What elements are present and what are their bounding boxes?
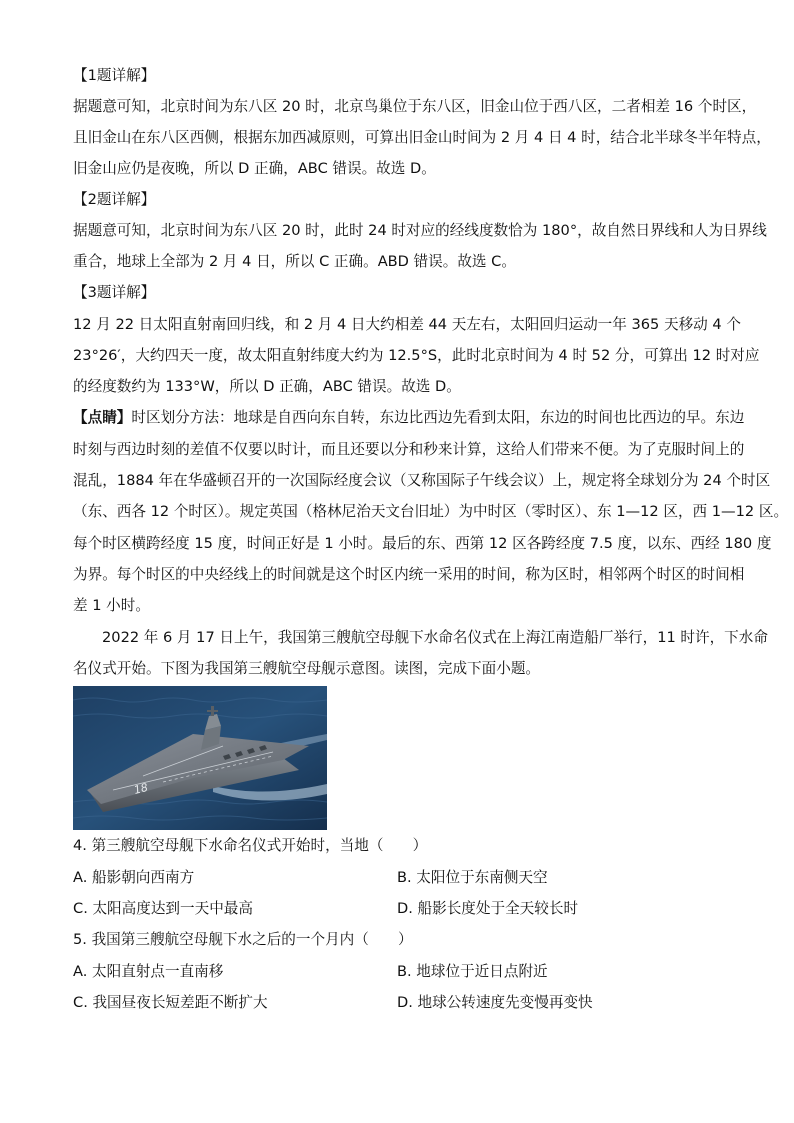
q4-option-b[interactable]: B. 太阳位于东南侧天空 bbox=[397, 869, 548, 886]
tip-line-3: 混乱，1884 年在华盛顿召开的一次国际经度会议（又称国际子午线会议）上，规定将全球划分为 24 个时区 bbox=[73, 472, 771, 489]
q2-line-1: 据题意可知，北京时间为东八区 20 时，此时 24 时对应的经线度数恰为 180°，故自然日界线和人为日界线 bbox=[73, 222, 767, 239]
intro-line-2: 名仪式开始。下图为我国第三艘航空母舰示意图。读图，完成下面小题。 bbox=[73, 660, 541, 677]
q3-line-2: 23°26′，大约四天一度，故太阳直射纬度大约为 12.5°S，此时北京时间为 4 时 52 分，可算出 12 时对应 bbox=[73, 347, 760, 364]
aircraft-carrier-photo bbox=[73, 686, 327, 830]
tip-text-1: 时区划分方法：地球是自西向东自转，东边比西边先看到太阳，东边的时间也比西边的早。东边 bbox=[131, 409, 745, 426]
q1-line-3: 旧金山应仍是夜晚，所以 D 正确，ABC 错误。故选 D。 bbox=[73, 160, 436, 177]
q1-heading: 【1题详解】 bbox=[73, 67, 156, 84]
q2-line-2: 重合，地球上全部为 2 月 4 日，所以 C 正确。ABD 错误。故选 C。 bbox=[73, 253, 516, 270]
q5-option-d[interactable]: D. 地球公转速度先变慢再变快 bbox=[397, 994, 593, 1011]
tip-line-7: 差 1 小时。 bbox=[73, 597, 150, 614]
tip-line-6: 为界。每个时区的中央经线上的时间就是这个时区内统一采用的时间，称为区时，相邻两个时区的时间相 bbox=[73, 566, 745, 583]
q1-line-1: 据题意可知，北京时间为东八区 20 时，北京鸟巢位于东八区，旧金山位于西八区，二者相差 16 个时区， bbox=[73, 98, 757, 115]
q3-heading: 【3题详解】 bbox=[73, 284, 156, 301]
hull-number: 18 bbox=[132, 780, 150, 797]
q2-heading: 【2题详解】 bbox=[73, 191, 156, 208]
tip-line-5: 每个时区横跨经度 15 度，时间正好是 1 小时。最后的东、西第 12 区各跨经度 7.5 度，以东、西经 180 度 bbox=[73, 535, 772, 552]
q4-stem: 4. 第三艘航空母舰下水命名仪式开始时，当地（ ） bbox=[73, 837, 428, 854]
q5-option-c[interactable]: C. 我国昼夜长短差距不断扩大 bbox=[73, 994, 268, 1011]
q4-option-c[interactable]: C. 太阳高度达到一天中最高 bbox=[73, 900, 254, 917]
q5-stem: 5. 我国第三艘航空母舰下水之后的一个月内（ ） bbox=[73, 931, 413, 948]
tip-line-1 bbox=[73, 408, 744, 428]
tip-line-4: （东、西各 12 个时区）。规定英国（格林尼治天文台旧址）为中时区（零时区）、东 1—12 区，西 1—12 区。 bbox=[73, 503, 789, 520]
tip-line-2: 时刻与西边时刻的差值不仅要以时计，而且还要以分和秒来计算，这给人们带来不便。为了克服时间上的 bbox=[73, 441, 745, 458]
q3-line-1: 12 月 22 日太阳直射南回归线，和 2 月 4 日大约相差 44 天左右，太阳回归运动一年 365 天移动 4 个 bbox=[73, 316, 741, 333]
intro-line-1: 2022 年 6 月 17 日上午，我国第三艘航空母舰下水命名仪式在上海江南造船厂举行，11 时许，下水命 bbox=[102, 629, 768, 646]
tip-heading: 【点睛】 bbox=[73, 409, 132, 426]
q1-line-2: 且旧金山在东八区西侧，根据东加西减原则，可算出旧金山时间为 2 月 4 日 4 时，结合北半球冬半年特点， bbox=[73, 129, 771, 146]
q4-option-d[interactable]: D. 船影长度处于全天较长时 bbox=[397, 900, 579, 917]
q5-option-a[interactable]: A. 太阳直射点一直南移 bbox=[73, 963, 224, 980]
q4-option-a[interactable]: A. 船影朝向西南方 bbox=[73, 869, 195, 886]
q3-line-3: 的经度数约为 133°W，所以 D 正确，ABC 错误。故选 D。 bbox=[73, 378, 461, 395]
q5-option-b[interactable]: B. 地球位于近日点附近 bbox=[397, 963, 548, 980]
aircraft-carrier-illustration bbox=[73, 686, 327, 830]
